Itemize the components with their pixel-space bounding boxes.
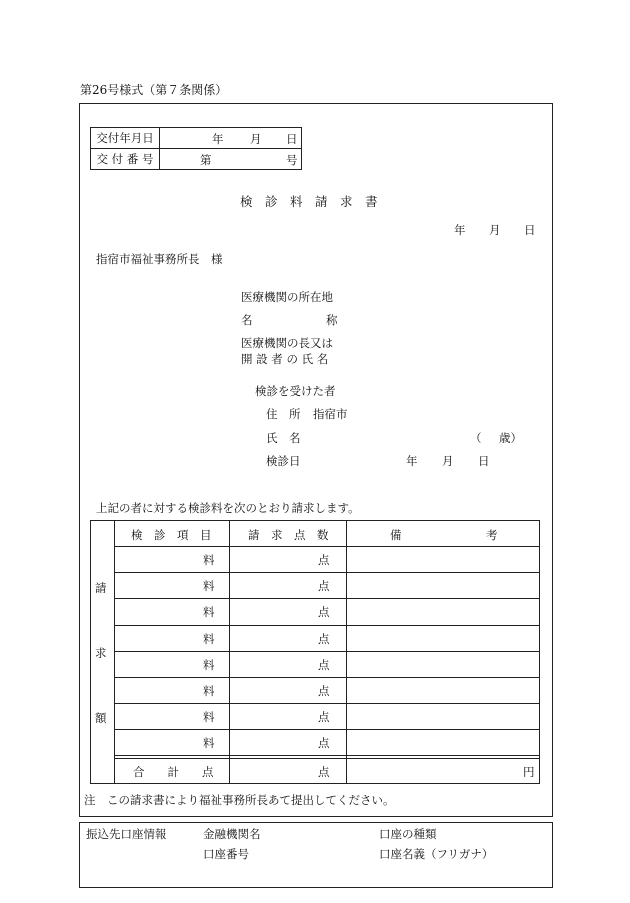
issue-number-prefix: 第 — [200, 153, 212, 167]
col-header-notes: 備 — [390, 528, 402, 542]
institution-name-label-2: 称 — [326, 313, 338, 327]
claim-row-points[interactable]: 点 — [318, 736, 330, 750]
bank-account-number-label[interactable]: 口座番号 — [203, 847, 249, 861]
exam-day: 日 — [478, 454, 490, 468]
claim-row-fee[interactable]: 料 — [203, 710, 215, 724]
col-header-points: 請 求 点 数 — [248, 528, 329, 542]
col-header-notes: 考 — [486, 528, 498, 542]
issue-month: 月 — [250, 132, 262, 146]
bank-account-holder-label[interactable]: 口座名義（フリガナ） — [379, 847, 494, 861]
claim-row-fee[interactable]: 料 — [203, 605, 215, 619]
claim-row-points[interactable]: 点 — [318, 553, 330, 567]
examinee-address-label: 住 所 — [266, 407, 301, 421]
exam-month: 月 — [442, 454, 454, 468]
claim-row-points[interactable]: 点 — [318, 710, 330, 724]
total-divider — [114, 755, 540, 756]
request-month: 月 — [489, 223, 501, 237]
request-day: 日 — [524, 223, 536, 237]
issue-year: 年 — [212, 132, 224, 146]
issue-number-field[interactable] — [160, 149, 302, 170]
total-label: 合 計 点 — [133, 765, 214, 779]
institution-name-label-1: 名 — [241, 313, 253, 327]
claim-row-divider — [114, 625, 540, 626]
claim-row-points[interactable]: 点 — [318, 579, 330, 593]
addressee: 指宿市福祉事務所長 様 — [96, 252, 223, 266]
claim-row-divider — [114, 703, 540, 704]
claim-row-divider — [114, 729, 540, 730]
issue-number-suffix: 号 — [286, 153, 298, 167]
claim-row-points[interactable]: 点 — [318, 684, 330, 698]
issue-day: 日 — [286, 132, 298, 146]
claim-side-label: 額 — [95, 711, 107, 725]
claim-row-fee[interactable]: 料 — [203, 658, 215, 672]
page-title: 検 診 料 請 求 書 — [240, 194, 378, 209]
request-year: 年 — [454, 223, 466, 237]
institution-head-label-1: 医療機関の長又は — [241, 336, 333, 350]
claim-row-fee[interactable]: 料 — [203, 632, 215, 646]
claim-side-label: 請 — [95, 581, 107, 595]
total-divider — [114, 758, 540, 759]
col-header-item: 検 診 項 目 — [131, 528, 212, 542]
institution-head-label-2: 開 設 者 の 氏 名 — [241, 352, 329, 366]
claim-side-label: 求 — [95, 646, 107, 660]
examinee-name-label: 氏 名 — [266, 431, 301, 445]
institution-address-label: 医療機関の所在地 — [241, 290, 333, 304]
examinee-heading: 検診を受けた者 — [255, 384, 336, 398]
bank-institution-label[interactable]: 金融機関名 — [203, 827, 261, 841]
examinee-address-value: 指宿市 — [313, 407, 348, 421]
claim-row-divider — [114, 651, 540, 652]
claim-table-vline — [229, 520, 230, 784]
claim-statement: 上記の者に対する検診料を次のとおり請求します。 — [96, 501, 360, 515]
exam-date-label: 検診日 — [266, 454, 301, 468]
submission-note: 注 この請求書により福祉事務所長あて提出してください。 — [84, 793, 395, 807]
issue-table — [90, 127, 302, 170]
claim-row-fee[interactable]: 料 — [203, 684, 215, 698]
claim-table — [90, 520, 540, 784]
claim-row-divider — [114, 598, 540, 599]
issue-date-field[interactable] — [160, 128, 302, 149]
claim-row-points[interactable]: 点 — [318, 605, 330, 619]
examinee-age-unit: 歳） — [499, 431, 522, 445]
issue-number-label: 交 付 番 号 — [91, 149, 160, 170]
claim-row-points[interactable]: 点 — [318, 632, 330, 646]
claim-row-divider — [114, 546, 540, 547]
bank-account-type-label[interactable]: 口座の種類 — [379, 827, 437, 841]
claim-row-points[interactable]: 点 — [318, 658, 330, 672]
total-points[interactable]: 点 — [318, 765, 330, 779]
examinee-age-open: （ — [470, 431, 482, 445]
total-yen[interactable]: 円 — [523, 765, 535, 779]
claim-row-fee[interactable]: 料 — [203, 579, 215, 593]
form-number: 第26号様式（第７条関係） — [80, 83, 228, 97]
claim-row-fee[interactable]: 料 — [203, 553, 215, 567]
claim-table-vline — [346, 520, 347, 784]
exam-year: 年 — [406, 454, 418, 468]
bank-heading: 振込先口座情報 — [86, 827, 167, 841]
claim-row-divider — [114, 677, 540, 678]
claim-table-vline — [114, 520, 115, 784]
issue-date-label: 交付年月日 — [91, 128, 160, 149]
claim-row-divider — [114, 572, 540, 573]
claim-row-fee[interactable]: 料 — [203, 736, 215, 750]
